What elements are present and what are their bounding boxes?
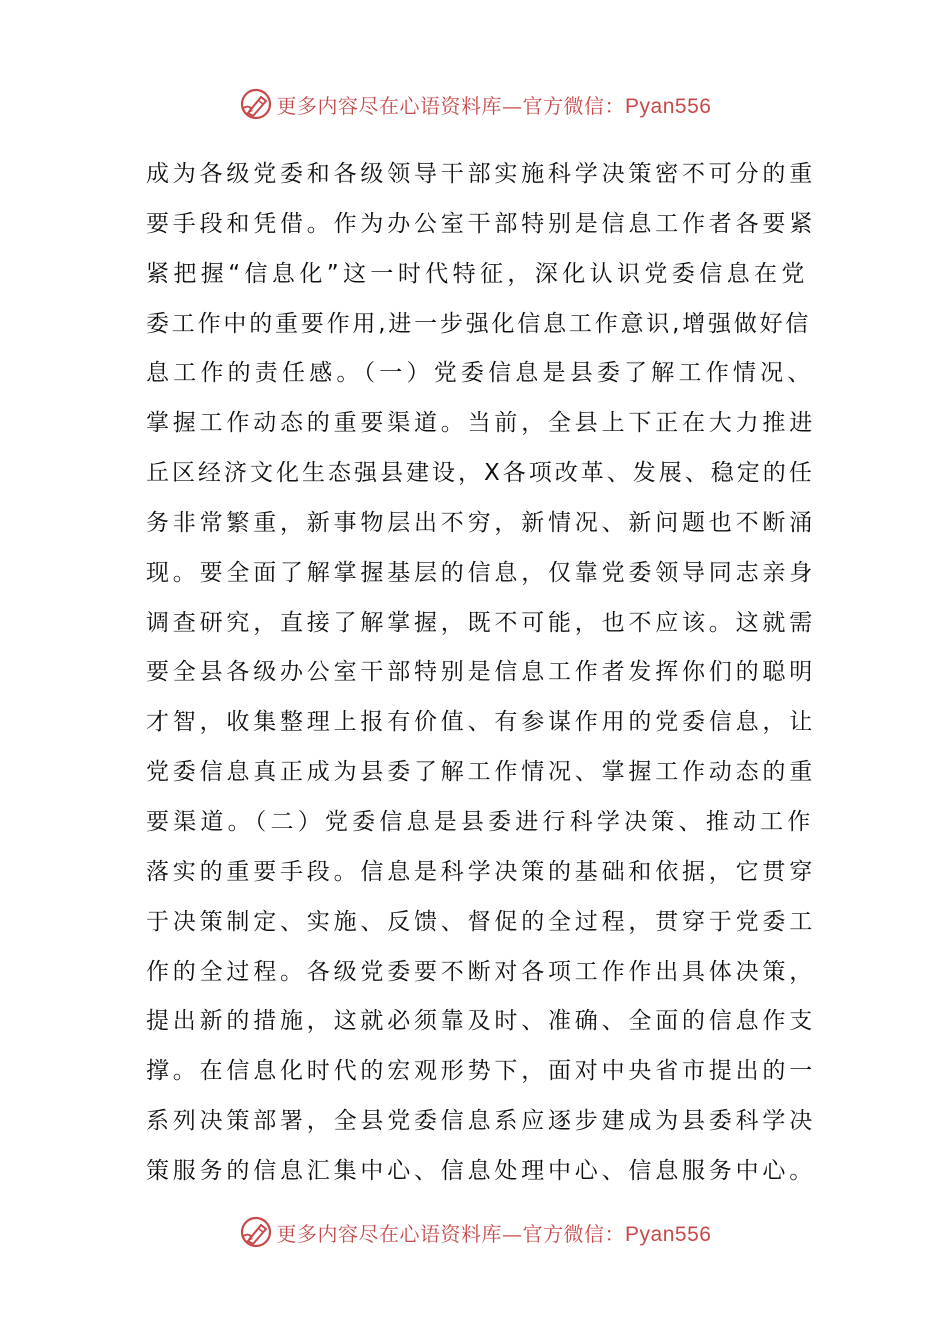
footer-banner: [0, 1212, 950, 1252]
footer-contact-id: Pyan556: [625, 1222, 712, 1246]
footer-banner-text: [277, 1218, 712, 1247]
header-banner-text: [277, 90, 712, 119]
header-separator: —: [502, 93, 523, 118]
body-line-12: 才智，收集整理上报有价值、有参谋作用的党委信息，让: [146, 709, 816, 736]
body-line-16: 于决策制定、实施、反馈、督促的全过程，贯穿于党委工: [146, 908, 816, 935]
body-line-15: 落实的重要手段。信息是科学决策的基础和依据，它贯穿: [146, 858, 816, 885]
body-line-13: 党委信息真正成为县委了解工作情况、掌握工作动态的重: [146, 759, 816, 786]
body-line-8: 务非常繁重，新事物层出不穷，新情况、新问题也不断涌: [146, 509, 816, 536]
body-line-5: 息工作的责任感。（一）党委信息是县委了解工作情况、: [146, 360, 815, 387]
header-banner: [0, 84, 950, 124]
body-line-17: 作的全过程。各级党委要不断对各项工作作出具体决策，: [146, 958, 816, 985]
body-line-4: 委工作中的重要作用,进一步强化信息工作意识,增强做好信: [146, 310, 812, 337]
body-line-7: 丘区经济文化生态强县建设，X各项改革、发展、稳定的任: [146, 460, 815, 487]
body-line-14: 要渠道。（二）党委信息是县委进行科学决策、推动工作: [146, 808, 815, 835]
header-contact-id: Pyan556: [625, 94, 712, 118]
body-line-6: 掌握工作动态的重要渠道。当前，全县上下正在大力推进: [146, 410, 816, 437]
body-line-2: 要手段和凭借。作为办公室干部特别是信息工作者各要紧: [146, 210, 816, 237]
body-line-11: 要全县各级办公室干部特别是信息工作者发挥你们的聪明: [146, 659, 816, 686]
document-body: [146, 150, 816, 1197]
body-line-19: 撑。在信息化时代的宏观形势下，面对中央省市提出的一: [146, 1058, 816, 1085]
body-line-10: 调查研究，直接了解掌握，既不可能，也不应该。这就需: [146, 609, 816, 636]
body-line-20: 系列决策部署，全县党委信息系应逐步建成为县委科学决: [146, 1108, 816, 1135]
header-slogan: 更多内容尽在心语资料库: [276, 93, 503, 118]
body-line-3: 紧把握“信息化”这一时代特征，深化认识党委信息在党: [146, 260, 809, 287]
footer-slogan: 更多内容尽在心语资料库: [276, 1221, 503, 1246]
body-line-9: 现。要全面了解掌握基层的信息，仅靠党委领导同志亲身: [146, 559, 816, 586]
body-line-21: 策服务的信息汇集中心、信息处理中心、信息服务中心。: [146, 1157, 816, 1184]
body-line-18: 提出新的措施，这就必须靠及时、准确、全面的信息作支: [146, 1008, 816, 1035]
pen-nib-circle-icon: [239, 1215, 273, 1249]
footer-contact-label: 官方微信：: [522, 1221, 626, 1246]
body-line-1: 成为各级党委和各级领导干部实施科学决策密不可分的重: [146, 161, 816, 187]
header-contact-label: 官方微信：: [522, 93, 626, 118]
footer-separator: —: [502, 1221, 523, 1246]
pen-nib-circle-icon: [239, 87, 273, 121]
